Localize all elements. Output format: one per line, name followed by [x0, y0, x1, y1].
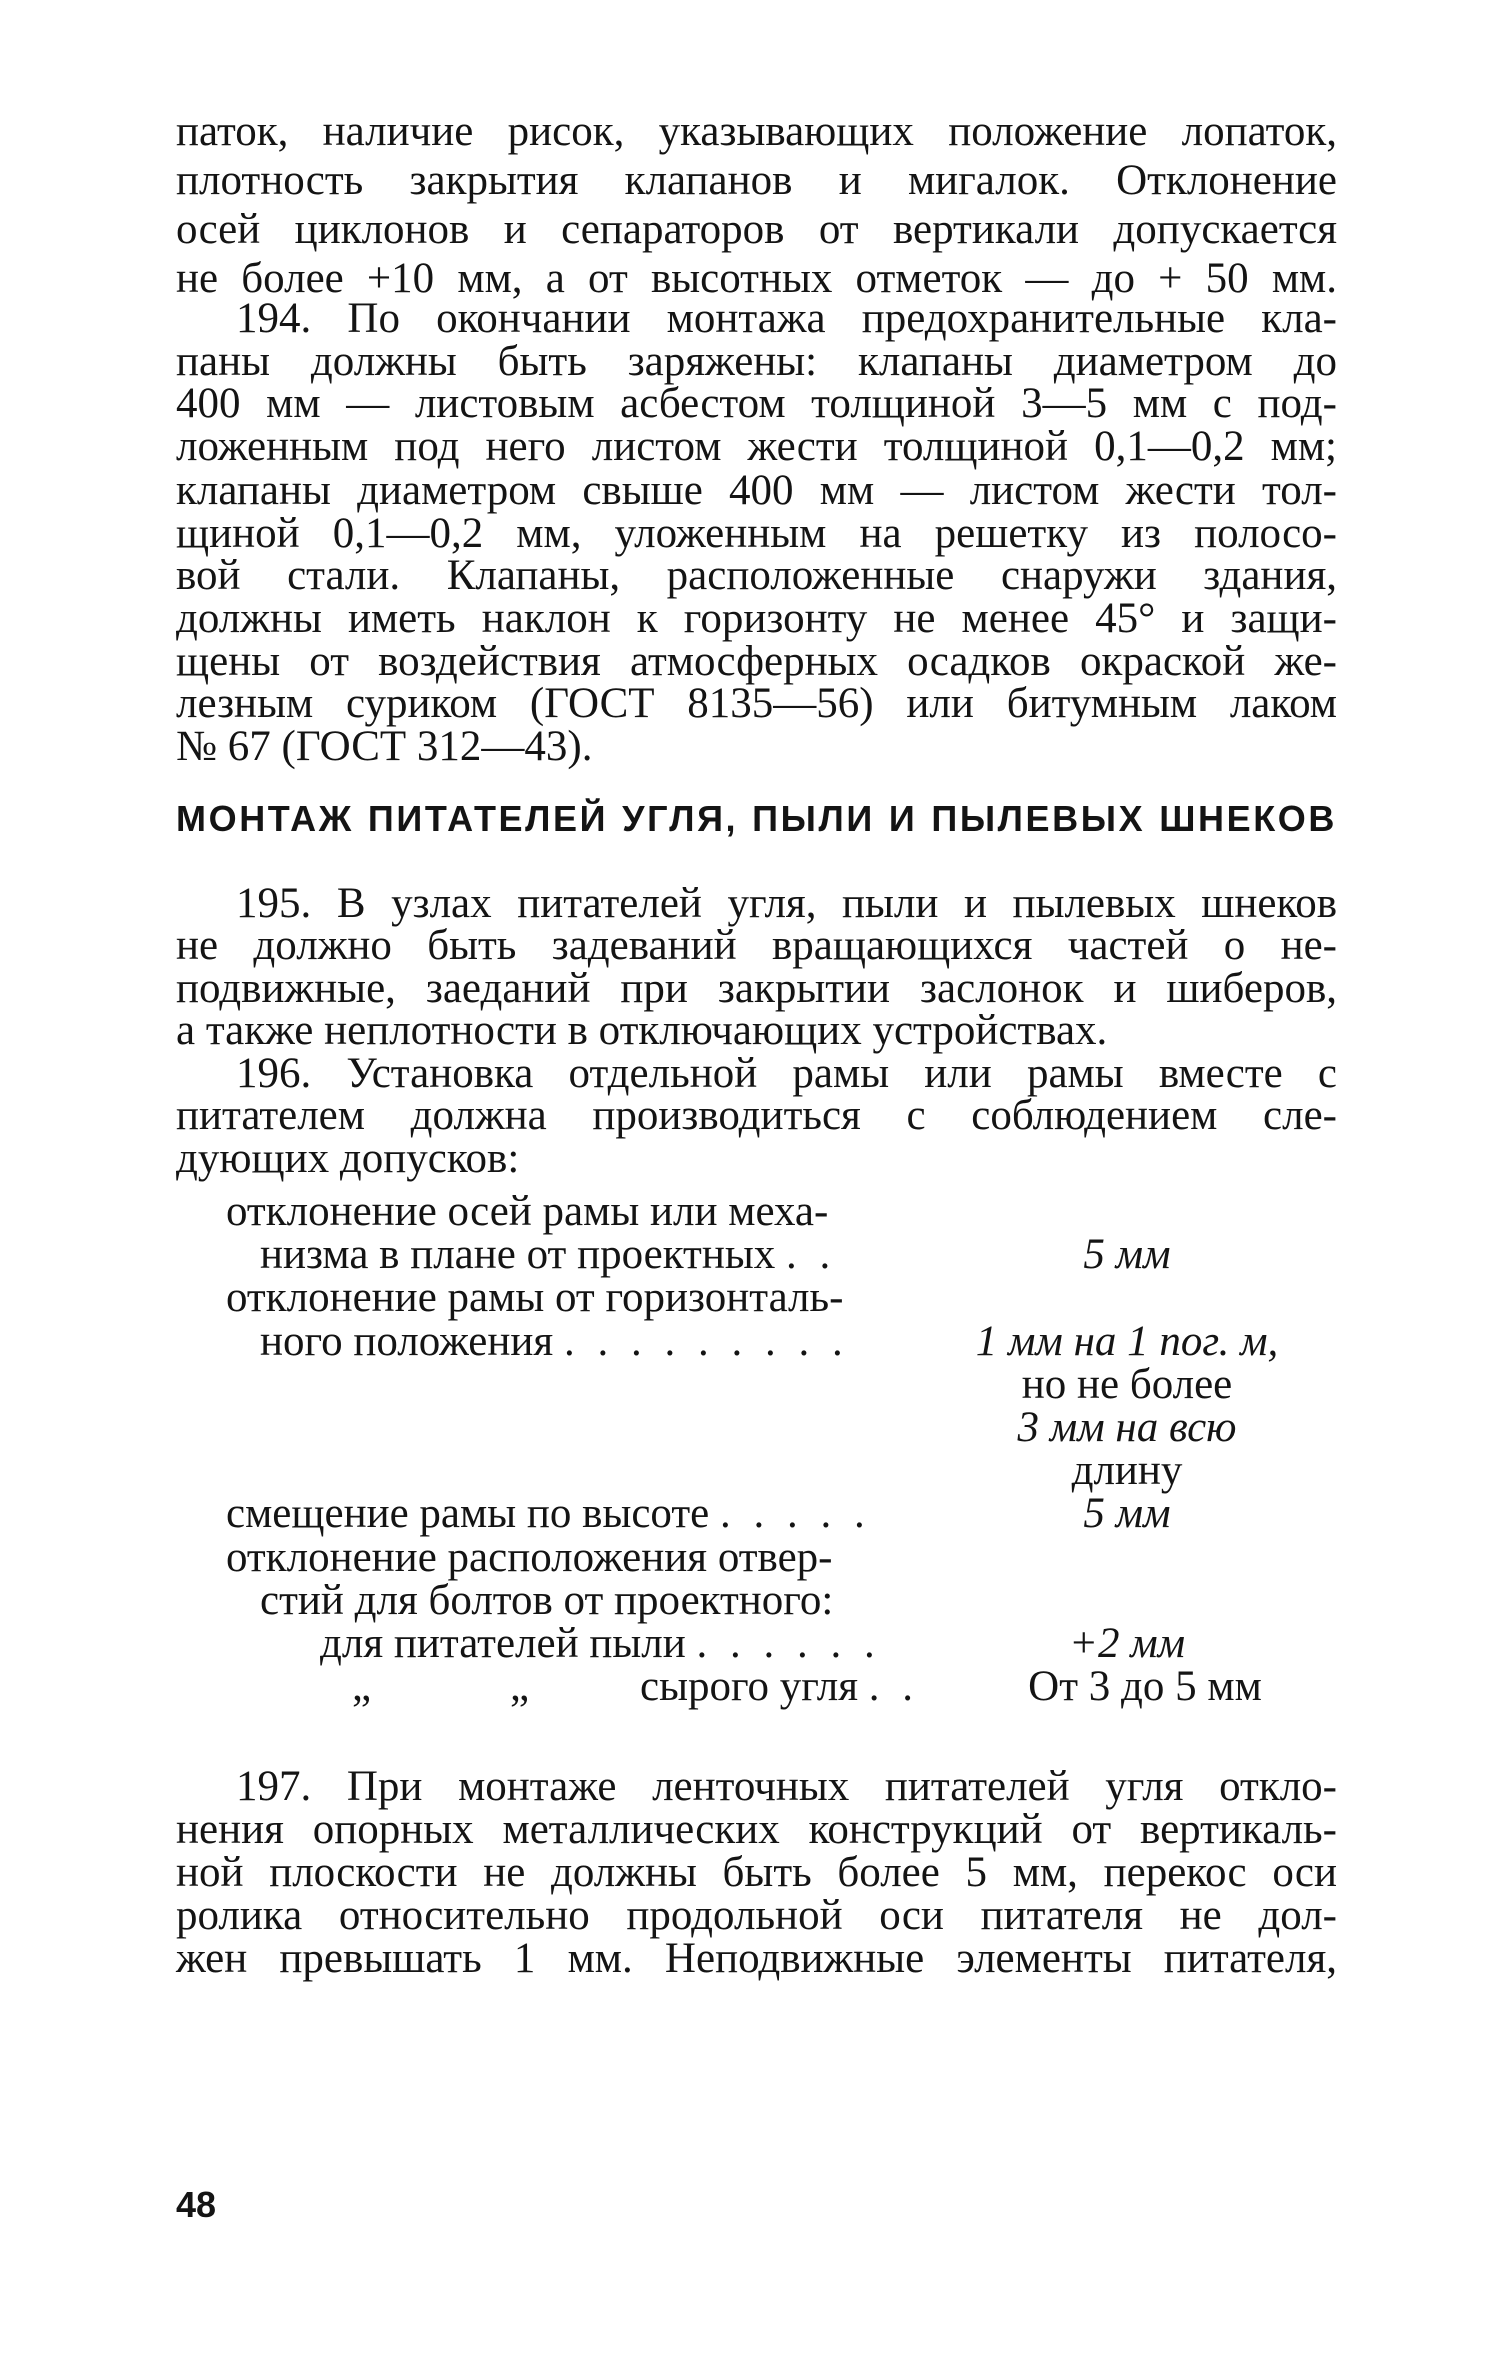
section-heading: МОНТАЖ ПИТАТЕЛЕЙ УГЛЯ, ПЫЛИ И ПЫЛЕВЫХ ШНЕКОВ — [176, 798, 1337, 839]
ditto-mark: „ — [352, 1663, 372, 1710]
paragraph-194-line: щиной 0,1—0,2 мм, уложенным на решетку из полосо- — [176, 510, 1337, 557]
paragraph-197-line: ролика относительно продольной оси питателя не дол- — [176, 1892, 1337, 1939]
text-line: не более +10 мм, а от высотных отметок — до + 50 мм. — [176, 255, 1337, 302]
paragraph-196-line: дующих допусков: — [176, 1135, 520, 1182]
tolerance-value-text: 1 мм на 1 пог. м, — [975, 1318, 1279, 1365]
tolerance-label — [260, 1231, 836, 1279]
paragraph-196-line: питателем должна производиться с соблюдением сле- — [176, 1092, 1337, 1139]
paragraph-194-line: щены от воздействия атмосферных осадков окраской же- — [176, 638, 1337, 685]
paragraph-197-line: жен превышать 1 мм. Неподвижные элементы питателя, — [176, 1935, 1337, 1982]
paragraph-194-line: паны должны быть заряжены: клапаны диаметром до — [176, 338, 1337, 385]
paragraph-197-line: нения опорных металлических конструкций от вертикаль- — [176, 1806, 1337, 1853]
dot-leader: . . — [868, 1663, 919, 1710]
tolerance-label-text: смещение рамы по высоте — [226, 1490, 710, 1537]
paragraph-196-line: 196. Установка отдельной рамы или рамы вместе с — [236, 1050, 1337, 1097]
paragraph-195-line: подвижные, заеданий при закрытии заслонок и шиберов, — [176, 965, 1337, 1012]
tolerance-value — [962, 1620, 1292, 1668]
page-number: 48 — [176, 2184, 217, 2225]
tolerance-label — [226, 1490, 871, 1538]
tolerance-value — [962, 1231, 1292, 1279]
tolerance-label: отклонение рамы от горизонталь- — [226, 1274, 844, 1321]
paragraph-195-line: а также неплотности в отключающих устройствах. — [176, 1007, 1108, 1054]
paragraph-194-line: клапаны диаметром свыше 400 мм — листом жести тол- — [176, 467, 1337, 514]
tolerance-value-text: 5 мм — [1083, 1231, 1171, 1278]
text-line: осей циклонов и сепараторов от вертикали допускается — [176, 206, 1337, 253]
paragraph-194-line: 400 мм — листовым асбестом толщиной 3—5 мм с под- — [176, 380, 1337, 427]
tolerance-label: отклонение расположения отвер- — [226, 1534, 833, 1581]
paragraph-195-line: не должно быть задеваний вращающихся частей о не- — [176, 922, 1337, 969]
dot-leader: . . . . . — [719, 1490, 871, 1537]
tolerance-label — [320, 1620, 881, 1668]
tolerance-value-text: 5 мм — [1083, 1490, 1171, 1537]
tolerance-value — [962, 1318, 1292, 1366]
tolerance-label: стий для болтов от проектного: — [260, 1577, 834, 1624]
dot-leader: . . . . . . . . . — [563, 1318, 849, 1365]
tolerance-label-text: для питателей пыли — [320, 1620, 686, 1667]
paragraph-194-line: вой стали. Клапаны, расположенные снаружи здания, — [176, 552, 1337, 599]
tolerance-value-text: 3 мм на всю — [1017, 1404, 1237, 1451]
tolerance-value: От 3 до 5 мм — [1028, 1663, 1262, 1710]
paragraph-194-line: лезным суриком (ГОСТ 8135—56) или битумным лаком — [176, 680, 1337, 727]
tolerance-label-text: сырого угля — [640, 1663, 858, 1710]
paragraph-194-line: ложенным под него листом жести толщиной 0,1—0,2 мм; — [176, 423, 1337, 470]
paragraph-197-line: 197. При монтаже ленточных питателей угля откло- — [236, 1763, 1337, 1810]
dot-leader: . . . . . . — [696, 1620, 881, 1667]
tolerance-label — [640, 1663, 919, 1711]
tolerance-value — [962, 1404, 1292, 1452]
text-line: плотность закрытия клапанов и мигалок. Отклонение — [176, 157, 1337, 204]
paragraph-194-line: должны иметь наклон к горизонту не менее 45° и защи- — [176, 595, 1337, 642]
paragraph-195-line: 195. В узлах питателей угля, пыли и пылевых шнеков — [236, 880, 1337, 927]
text-line: паток, наличие рисок, указывающих положение лопаток, — [176, 108, 1337, 155]
ditto-mark: „ — [510, 1663, 530, 1710]
dot-leader: . . — [785, 1231, 837, 1278]
tolerance-value: но не более — [1021, 1361, 1233, 1408]
paragraph-197-line: ной плоскости не должны быть более 5 мм, перекос оси — [176, 1849, 1337, 1896]
tolerance-label-text: ного положения — [260, 1318, 554, 1365]
tolerance-label — [260, 1318, 849, 1366]
tolerance-value-text: +2 мм — [1068, 1620, 1186, 1667]
paragraph-194-line: № 67 (ГОСТ 312—43). — [176, 723, 593, 770]
tolerance-label-text: низма в плане от проектных — [260, 1231, 776, 1278]
tolerance-value — [962, 1490, 1292, 1538]
paragraph-194-line: 194. По окончании монтажа предохранительные кла- — [236, 295, 1337, 342]
tolerance-label: отклонение осей рамы или меха- — [226, 1188, 829, 1235]
tolerance-value: длину — [1071, 1447, 1183, 1494]
